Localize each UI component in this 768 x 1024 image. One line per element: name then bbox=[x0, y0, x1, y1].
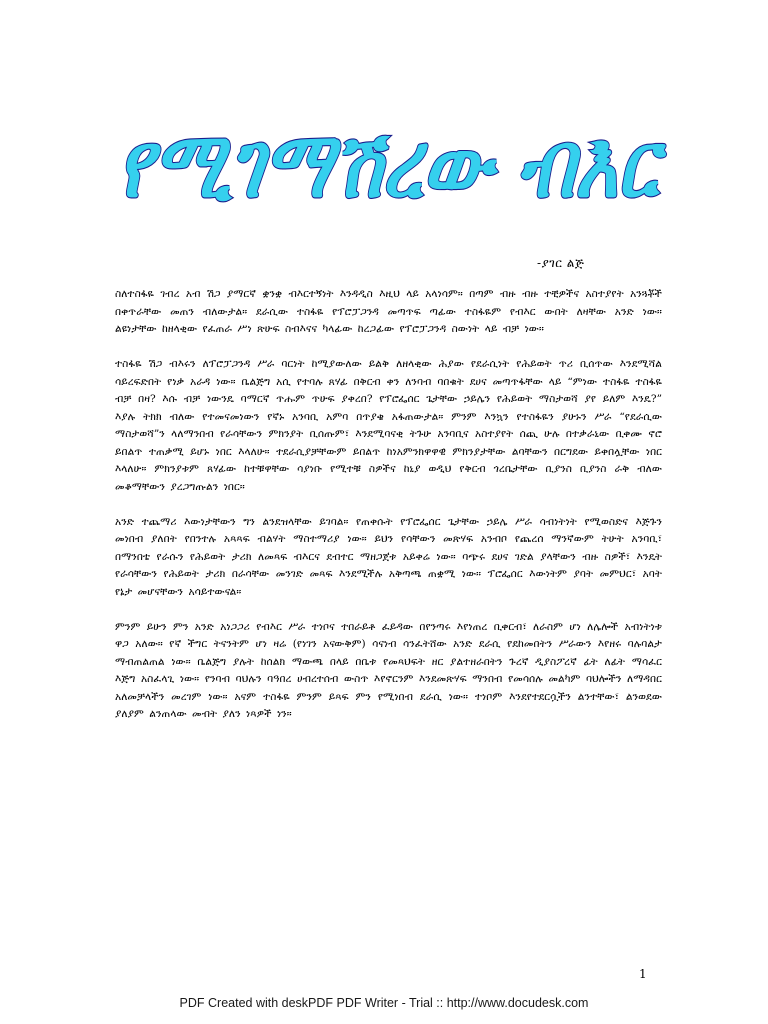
title-wordart-svg bbox=[118, 104, 667, 218]
paragraph: ስለተስፋዬ ገብረ አብ ሽጋ ያማርኛ ቋንቋ ብእርተኝነት እንዳዲስ እዚህ ላይ አላነሳም። በጣም ብዙ ብዙ ተቺዎችና አስተያየት አንጓቾች በቀጥራቸው መጠን ብለውታል። ደራሲው ተስፋዬ የፕሮፓጋንዳ መጣጥፍ ጣፊው ተስፋዬም የብእር ውበት ለዛቸው አንድ ነው። ልዩነታቸው ከዘላቂው የፈጠራ ሥነ ጽሁፍ ስብእናና ካላፊው ከረጋፊው የፕሮፓጋንዳ ስውነት ላይ ብቻ ነው። bbox=[115, 288, 662, 335]
title-wordart bbox=[118, 104, 667, 218]
page-number: 1 bbox=[639, 967, 647, 981]
article-body bbox=[115, 286, 662, 741]
paragraph: ተስፋዬ ሽጋ ብእሩን ለፕሮፓጋንዳ ሥራ ባርነት ከሚያውለው ይልቅ ለዘላቂው ሕያው የደራሲነት የሕይወት ጥሪ ቢሰጥው እንደሚሻል ሳይረፍድበት የነቃ አራዳ ነው። ቤልጅግ አሲ የተባሉ ጸሃፊ በቅርብ ቀን ለንባብ ባበቁት ደሀና መጣጥፋቸው ላይ “ምነው ተስፋዬ ተስፋዬ ብቻ በዛ? እሱ ብቻ ነውንዴ ባማርኛ ጥሑም ጥሁፍ ያቀረበ? የፕሮፌሰር ጌታቸው ኃይሌን የሕይወት ማስታወሻ ያየ ይለም እንዴ?” እያሉ ትክክ ብለው የተመናመነውን የኛኑ አንባቢ አምባ በጥያቄ አፋጠውታል። ምንም እንኳን የተስፋዬን ያሁኑን ሥራ “የደራሲው ማስታወሻ”ን ላለማንበብ የራሳቸውን ምክንያት ቢሰጡም፣ እንደሚባናቂ ትጉሁ አንባቢና አስተያየት ሰጪ ሁሉ በተቃራኒው ቢቀሙ ኖሮ ይበልጥ ተጠቃሚ ይሆኑ ነበር እላለሁ። ተደራሲያቻቸውም ይበልጥ ከነአምንክዋዋዊ ምክንያታቸው ልባቸውን በርግደው ይቀበሏቸው ነበር እላለሁ። ምክንያቱም ጸሃፊው ከተቹዋቸው ሳያነቡ የሚተቹ ስዎችና ከኒያ ወዲህ የቅርብ ጎረቤታቸው ቢያንስ ቢያንስ ራቅ ብለው መቆማቸውን ያረጋግጡልን ነበር። bbox=[115, 358, 662, 493]
document-title: የሚገማሽረው ብእር bbox=[118, 111, 667, 218]
pdf-footer-watermark: PDF Created with deskPDF PDF Writer - Trial :: http://www.docudesk.com bbox=[179, 996, 589, 1010]
paragraph: ምንም ይሁን ምን አንድ አነጋጋሪ የብእር ሥራ ተነቦና ተበራይቶ ፈይዳው በየንጣሩ እየነጠረ ቢቀርብ፣ ለራስም ሆነ ለሌሎች አብነትነቱ ዋጋ አለው። የኛ ችግር ትናንትም ሆነ ዛሬ (የነገን አናውቅም) ሳናነብ ሳንፈትሸው አንድ ደራሲ የደከመበትን ሥራውን እየዘሩ ባሉባልታ ማብጠልጠል ነው። ቤልጅግ ያሉት ከሰልክ ማውጫ በላይ በቤቱ የመጻህፍት ዘር ያልተዘራበትን ጉረኛ ዲያስፖረኛ ፊት ለፊት ማሳፈር እጅግ አስፈላጊ ነው። የንባብ ባህሉን ባዓበረ ሀብረተሰብ ውስጥ እየኖርንም እንደመጽሃፍ ማንበብ የመሳሰሉ መልካም ባህሎችን ለማዳበር አለመቻላችን መረገም ነው። አናም ተስፋዬ ምንም ይጻፍ ምን የሚነበብ ደራሲ ነው። ተነቦም እንደየተደርሷችን ልንተቸው፣ ልንወደው ያለያም ልንጠላው መብት ያለን ነጻዎች ነን። bbox=[115, 620, 662, 720]
paragraph: አንድ ተጨማሪ እውነታቸውን ግን ልንደዝላቸው ይገባል። የጠቀሱት የፕሮፌሰር ጌታቸው ኃይሌ ሥራ ሳብነትነት የሚወስድና እጅጉን መነበብ ያለበት የበንተሉ አጻጻፍ ብልሃት ማስተማሪያ ነው። ይህን የሳቸውን መጽሃፍ አንብቦ የጨረሰ ማንኛውም ትሁት አንባቢ፣ በማንበቴ የራሱን የሕይወት ታሪክ ለመጻፍ ብእርና ደብተር ማዘጋጀቱ አይቀሬ ነው። ባጭሩ ደሀና ገድል ያላቸውን ብዙ ስዎች፣ እንዴት የራሳቸውን የሕይወት ታሪክ በራሳቸው መንገድ መጻፍ እንደሚችሉ አቅጣጫ ጠቋሚ ነው። ፕሮፌሰር እውነትም ያባት መምህር፣ አባት የኔታ መሆናቸውን አሳይተውናል። bbox=[115, 515, 662, 598]
author-byline: -ያገር ልጅ bbox=[537, 256, 585, 270]
